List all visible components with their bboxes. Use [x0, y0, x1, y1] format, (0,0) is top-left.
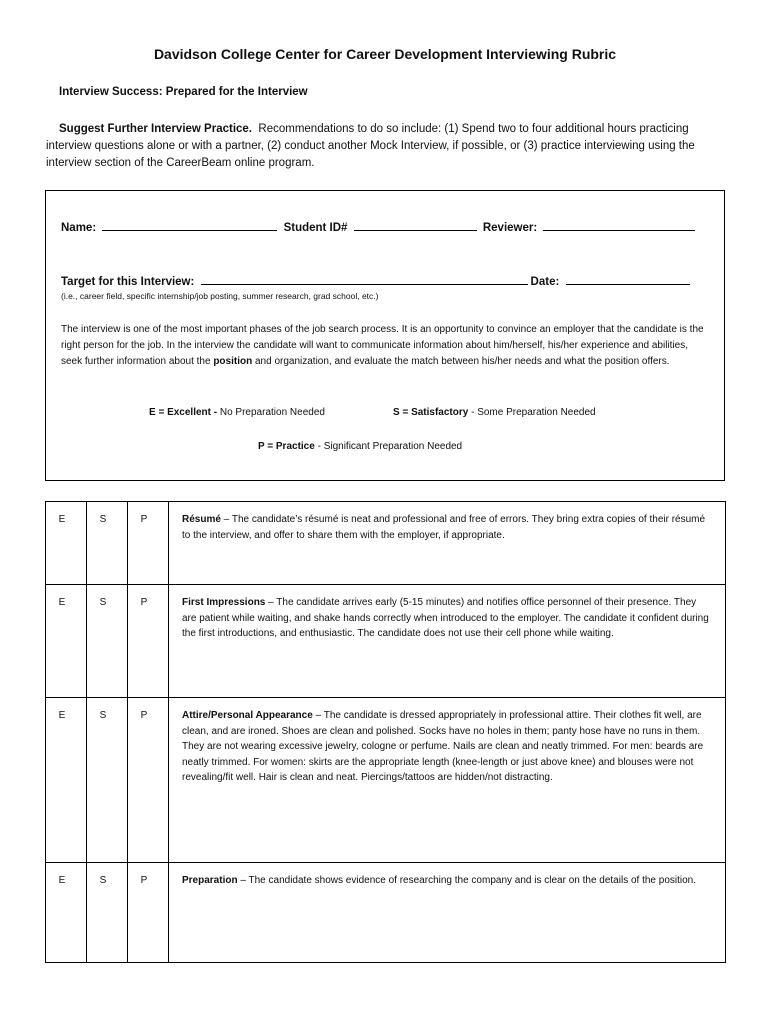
intro-text: Recommendations to do so include: (1) Spend two to four additional hours practicing interview questions alone or with a partner, (2) conduct another Mock Interview, if possible, or (3) practice interviewing using the interview section of the CareerBeam online program.: [46, 123, 695, 169]
intro-paragraph: [46, 121, 706, 172]
rating-e[interactable]: E: [46, 698, 87, 863]
rating-p[interactable]: P: [128, 863, 169, 963]
target-hint: (i.e., career field, specific internship/job posting, summer research, grad school, etc.): [61, 291, 379, 301]
table-row: [46, 502, 726, 585]
date-field[interactable]: [566, 273, 690, 285]
table-row: [46, 863, 726, 963]
rating-s[interactable]: S: [87, 863, 128, 963]
rating-e[interactable]: E: [46, 863, 87, 963]
legend-satisfactory: [393, 407, 596, 418]
criterion-title: Preparation: [182, 875, 238, 886]
rating-s[interactable]: S: [87, 585, 128, 698]
name-label: Name:: [61, 222, 97, 234]
paragraph-bold: position: [213, 356, 253, 367]
legend-excellent: [149, 407, 325, 418]
criterion-resume: [169, 502, 726, 585]
rating-s[interactable]: S: [87, 698, 128, 863]
criterion-preparation: [169, 863, 726, 963]
section-subheading: Interview Success: Prepared for the Interview: [59, 86, 308, 98]
table-row: [46, 698, 726, 863]
criterion-title: Attire/Personal Appearance: [182, 710, 313, 721]
paragraph-text-2: and organization, and evaluate the match between his/her needs and what the position offers.: [252, 356, 670, 367]
legend-satisfactory-text: - Some Preparation Needed: [468, 407, 596, 418]
name-field[interactable]: [102, 219, 277, 231]
criterion-text: – The candidate is dressed appropriately in professional attire. Their clothes fit well, are clean, and are ironed. Shoes are clean and polished. Socks have no holes in them; panty hose have no runs in them. They are not wearing excessive jewelry, cologne or perfume. Nails are clean and neatly trimmed. For men: beards are neatly trimmed. For women: skirts are the appropriate length (knee-length or just above knee) and blouses were not revealing/fit well. Hair is clean and neat. Piercings/tattoos are hidden/not distracting.: [182, 710, 704, 783]
legend-satisfactory-label: S = Satisfactory: [393, 407, 469, 418]
target-row: [61, 273, 693, 288]
criterion-text: – The candidate shows evidence of researching the company and is clear on the details of the position.: [237, 875, 697, 886]
table-row: [46, 585, 726, 698]
rating-p[interactable]: P: [128, 502, 169, 585]
criterion-first-impressions: [169, 585, 726, 698]
legend-excellent-text: No Preparation Needed: [217, 407, 325, 418]
rubric-table: [45, 501, 726, 963]
rating-e[interactable]: E: [46, 585, 87, 698]
student-id-label: Student ID#: [283, 222, 348, 234]
criterion-text: – The candidate arrives early (5-15 minutes) and notifies office personnel of their presence. They are patient while waiting, and shake hands correctly when introduced to the employer. The candidate it confident during the first introductions, and enthusiastic. The candidate does not use their cell phone while waiting.: [182, 597, 709, 639]
legend-practice: [258, 441, 462, 452]
date-label: Date:: [530, 276, 560, 288]
criterion-title: First Impressions: [182, 597, 266, 608]
legend-practice-text: - Significant Preparation Needed: [314, 441, 463, 452]
criterion-title: Résumé: [182, 514, 221, 525]
rating-e[interactable]: E: [46, 502, 87, 585]
description-paragraph: [61, 322, 711, 370]
criterion-text: – The candidate’s résumé is neat and professional and free of errors. They bring extra copies of their résumé to the interview, and offer to share them with the employer, if appropriate.: [182, 514, 706, 541]
legend-excellent-label: E = Excellent -: [149, 407, 218, 418]
criterion-attire: [169, 698, 726, 863]
target-field[interactable]: [201, 273, 528, 285]
reviewer-label: Reviewer:: [482, 222, 538, 234]
reviewer-field[interactable]: [543, 219, 695, 231]
page-title: Davidson College Center for Career Development Interviewing Rubric: [153, 46, 617, 62]
intro-lead: Suggest Further Interview Practice.: [59, 123, 253, 135]
student-id-field[interactable]: [354, 219, 477, 231]
paragraph-text-1: The interview is one of the most important phases of the job search process. It is an opportunity to convince an employer that the candidate is the right person for the job. In the interview the candidate will want to communicate information about him/herself, his/her experience and abilities, seek further information about the: [61, 324, 704, 367]
rating-p[interactable]: P: [128, 585, 169, 698]
name-row: [61, 219, 698, 234]
legend-practice-label: P = Practice: [258, 441, 315, 452]
rating-s[interactable]: S: [87, 502, 128, 585]
target-label: Target for this Interview:: [61, 276, 195, 288]
candidate-info-box: [45, 190, 725, 481]
rating-p[interactable]: P: [128, 698, 169, 863]
